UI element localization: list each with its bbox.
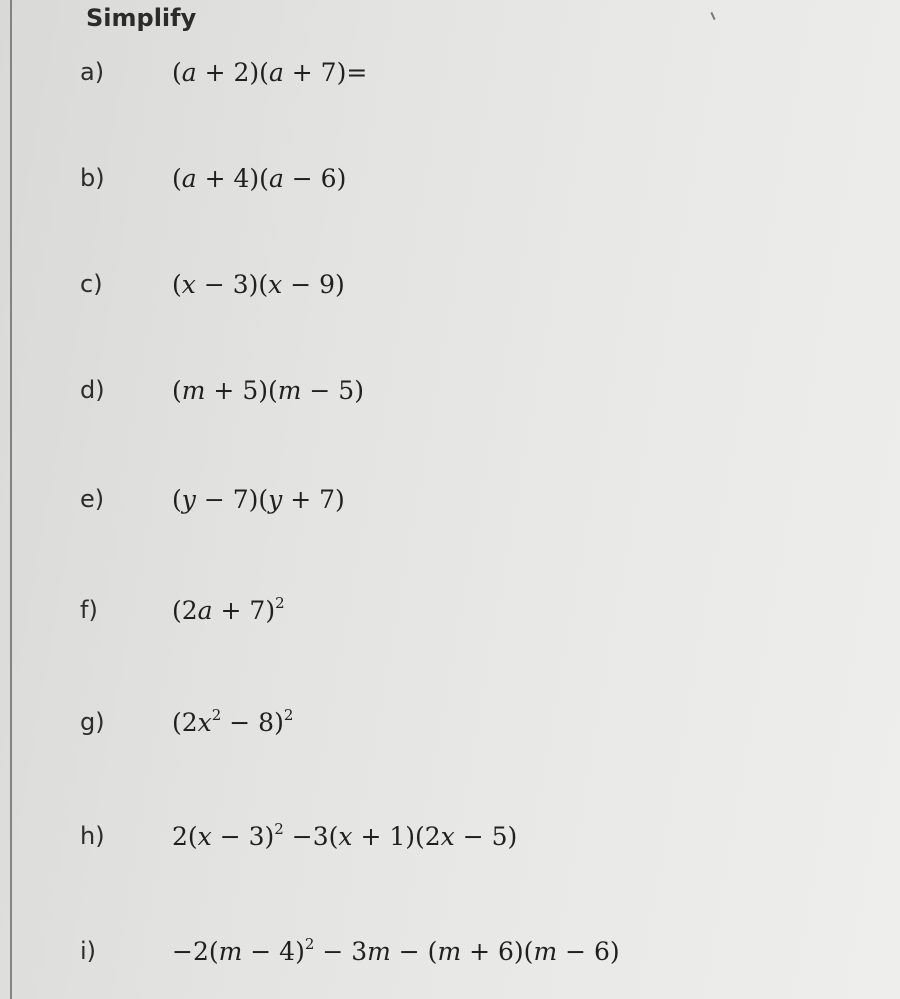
problem-expression: $2(x - 3)^2 -3(x + 1)(2x - 5)$ xyxy=(172,820,518,851)
problem-label: g) xyxy=(80,708,105,736)
problem-h xyxy=(80,822,840,862)
problem-expression: (a + 4)(a − 6) xyxy=(172,164,347,193)
problem-expression: $(2x^2 - 8)^2$ xyxy=(172,706,294,737)
problem-label: d) xyxy=(80,376,105,404)
pen-mark xyxy=(710,12,715,20)
problem-expression: $-2(m - 4)^2 - 3m - (m + 6)(m - 6)$ xyxy=(172,935,620,966)
left-margin-line xyxy=(10,0,12,999)
problem-d xyxy=(80,376,840,416)
problem-label: b) xyxy=(80,164,105,192)
problem-g xyxy=(80,708,840,748)
problem-label: i) xyxy=(80,937,97,965)
worksheet-heading: Simplify xyxy=(86,4,197,32)
problem-i xyxy=(80,937,840,977)
problem-label: a) xyxy=(80,58,105,86)
problem-expression: (y − 7)(y + 7) xyxy=(172,485,345,514)
problem-expression: (a + 2)(a + 7)= xyxy=(172,58,368,87)
problem-e xyxy=(80,485,840,525)
problem-b xyxy=(80,164,840,204)
problem-label: f) xyxy=(80,596,98,624)
problem-expression: (m + 5)(m − 5) xyxy=(172,376,364,405)
problem-c xyxy=(80,270,840,310)
problem-label: c) xyxy=(80,270,103,298)
problem-label: e) xyxy=(80,485,105,513)
problem-f xyxy=(80,596,840,636)
problem-expression: $(2a + 7)^2$ xyxy=(172,594,285,625)
problem-a xyxy=(80,58,840,98)
problem-expression: (x − 3)(x − 9) xyxy=(172,270,345,299)
problem-label: h) xyxy=(80,822,105,850)
